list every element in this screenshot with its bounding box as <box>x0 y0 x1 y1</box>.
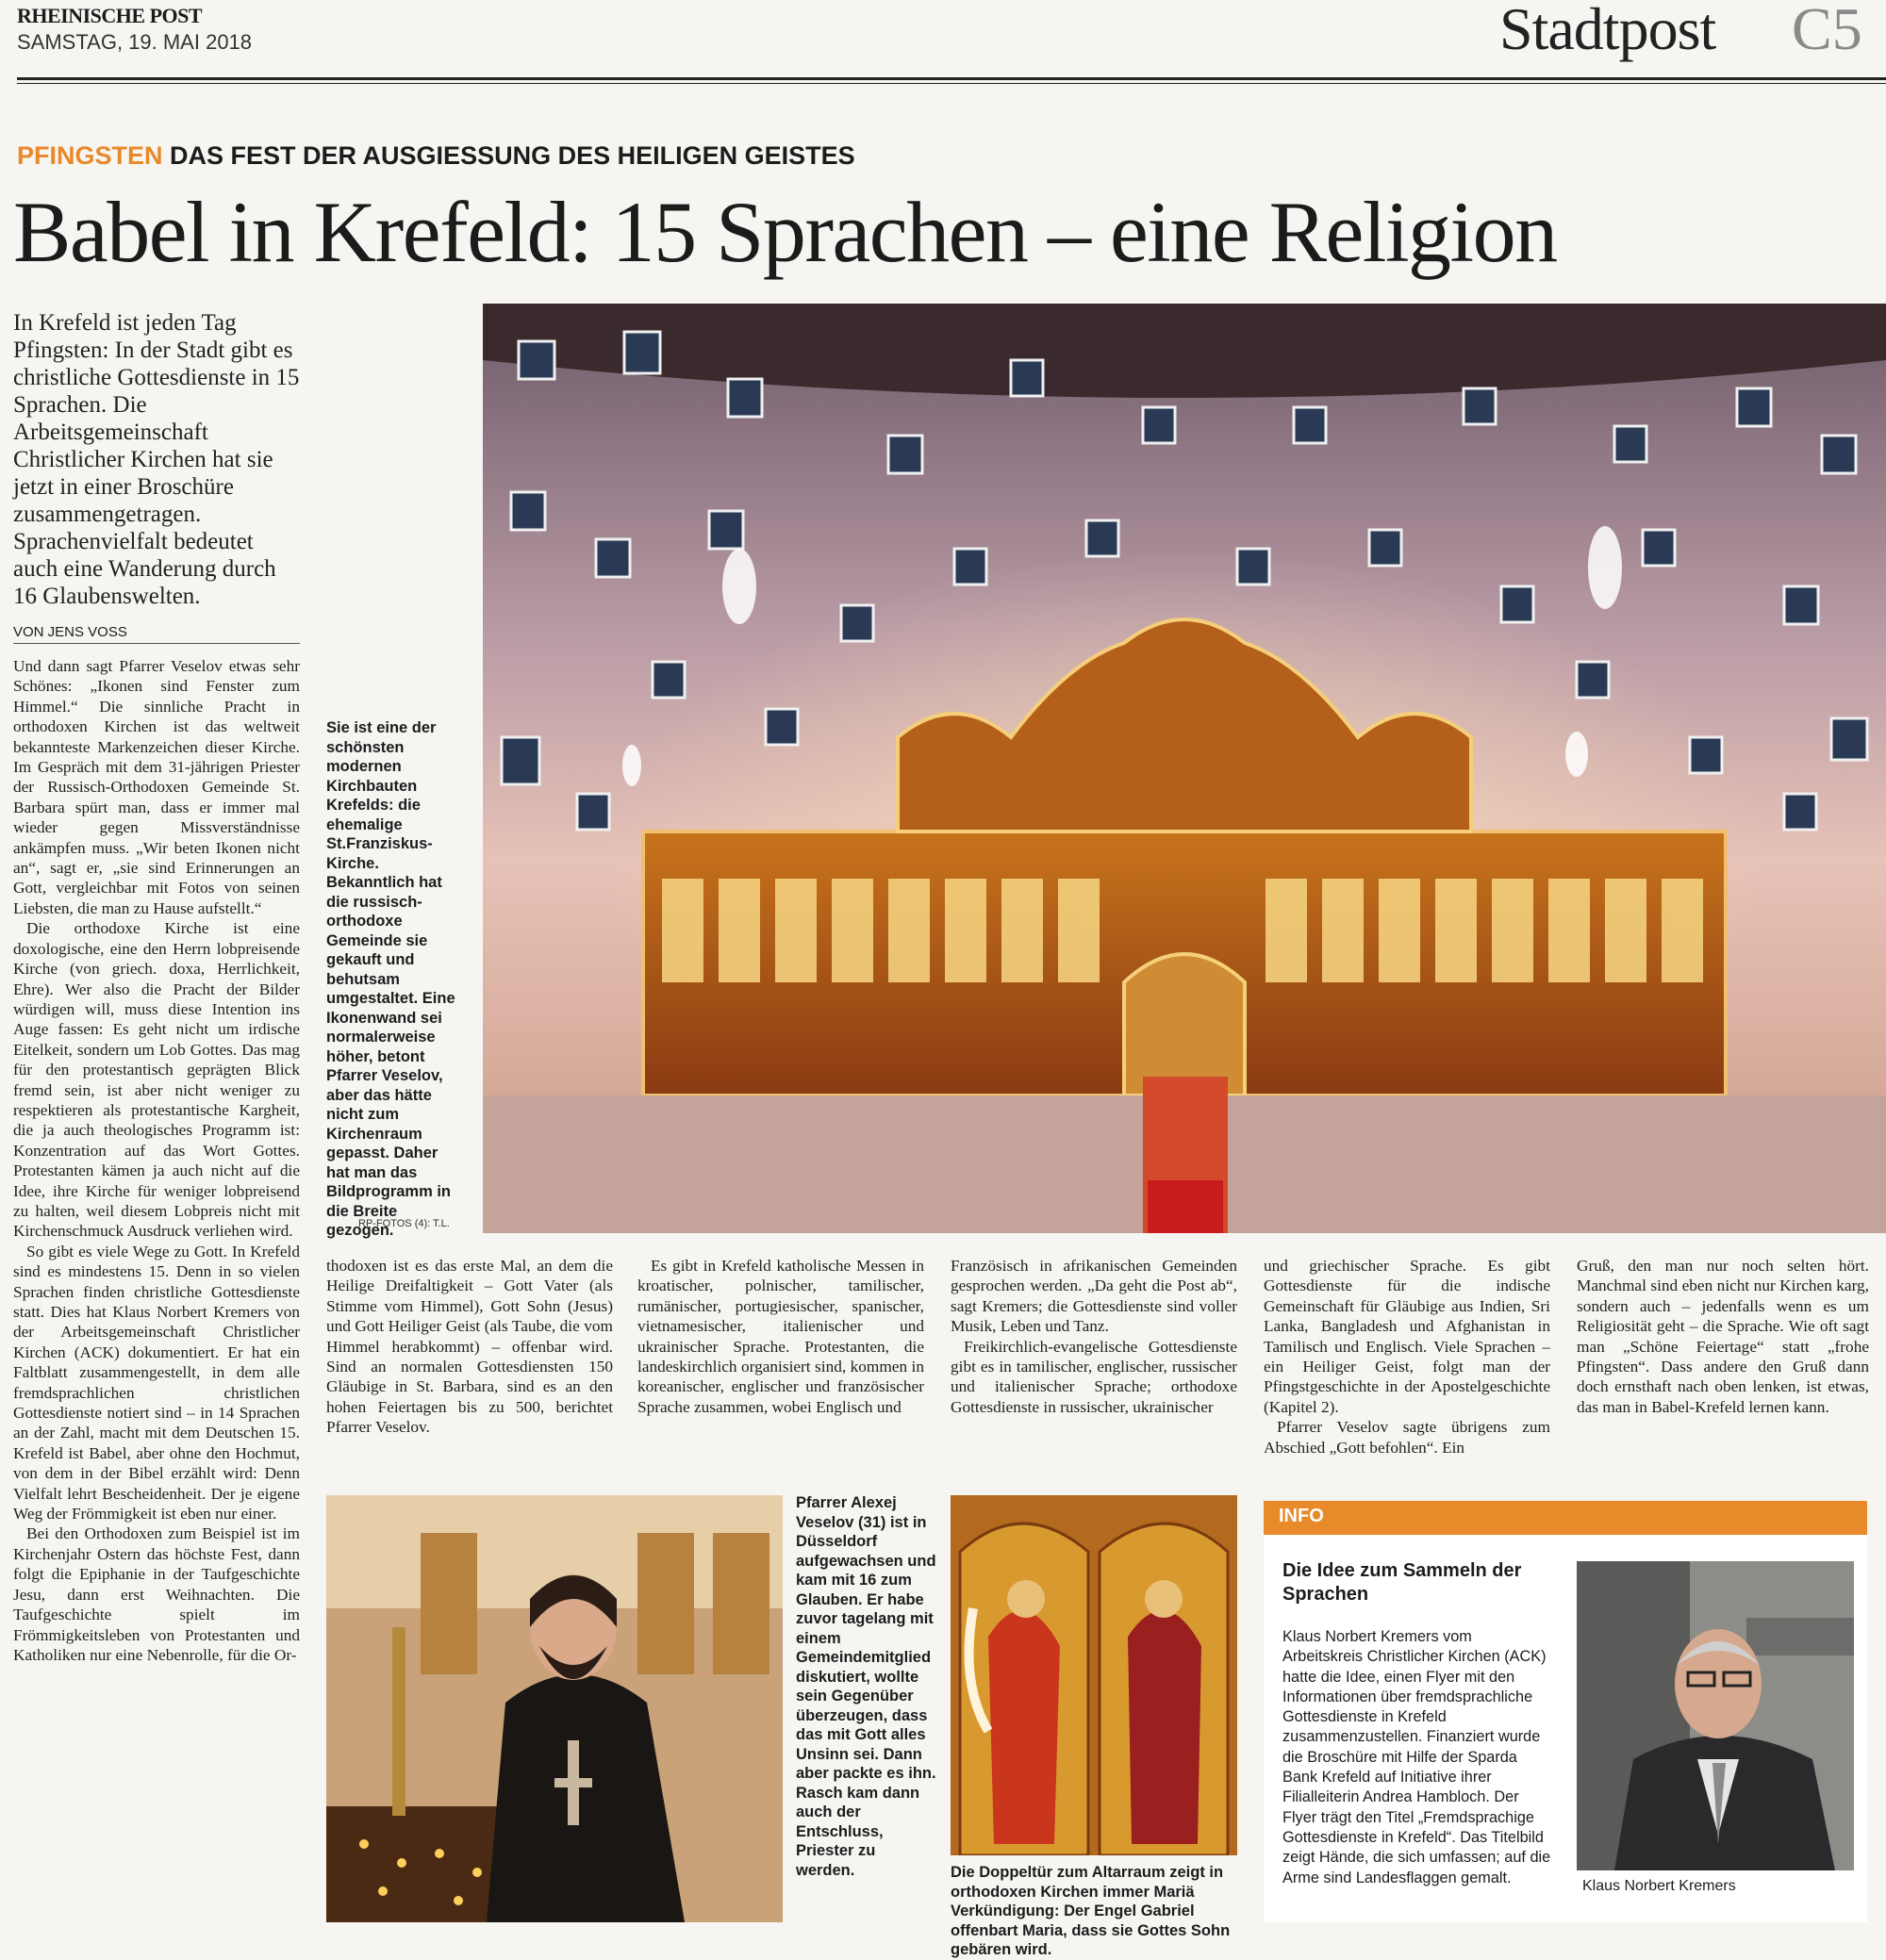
altar-doors-caption: Die Doppeltür zum Altarraum zeigt in orthodoxen Kirchen immer Mariä Verkündigung: Der Engel Gabriel offenbart Maria, dass sie Gottes Sohn gebären wird. <box>951 1864 1231 1958</box>
photo-credit: RP-FOTOS (4): T.L. <box>358 1218 450 1229</box>
kicker-text: DAS FEST DER AUSGIESSUNG DES HEILIGEN GEISTES <box>170 141 855 170</box>
info-title: Die Idee zum Sammeln der Sprachen <box>1282 1560 1522 1605</box>
body-column-6 <box>1577 1256 1869 1417</box>
headline: Babel in Krefeld: 15 Sprachen – eine Religion <box>13 184 1557 280</box>
priest-photo-caption: Pfarrer Alexej Veselov (31) ist in Düsseldorf aufgewachsen und kam mit 16 zum Glauben. Er habe zuvor tagelang mit einem Gemeindemitglied diskutiert, wollte sein Gegenüber überzeugen, dass das mit Gott alles Unsinn sei. Dann aber packte es ihn. Rasch kam dann auch der Entschluss, Priester zu werden. <box>796 1494 936 1879</box>
lead-paragraph: In Krefeld ist jeden Tag Pfingsten: In der Stadt gibt es christliche Gottesdienste in 15 Sprachen. Die Arbeitsgemeinschaft Christlicher Kirchen hat sie jetzt in einer Broschüre zusammengetragen. Sprachenvielfalt bedeutet auch eine Wanderung durch 16 Glaubenswelten. <box>13 310 300 609</box>
info-tag <box>1264 1501 1867 1535</box>
kremers-caption: Klaus Norbert Kremers <box>1582 1878 1736 1894</box>
paragraph: Französisch in afrikanischen Gemeinden gesprochen werden. „Da geht die Post ab“, sagt Kremers; die Gottesdienste sind voller Musik, Leben und Tanz. <box>951 1257 1237 1336</box>
paragraph: Gruß, den man nur noch selten hört. Manchmal sind eben nicht nur Kirchen karg, sondern auch – jedenfalls wenn es um Religiosität geht – die Sprache. Wie oft sagt man „Schöne Feiertage“ statt „frohe Pfingsten“. Dass andere den Gruß dann doch ernsthaft nach oben lenken, ist etwas, das man in Babel-Krefeld lernen kann. <box>1577 1257 1869 1416</box>
body-column-1 <box>13 656 300 1665</box>
paragraph: Und dann sagt Pfarrer Veselov etwas sehr Schönes: „Ikonen sind Fenster zum Himmel.“ Die sinnliche Pracht in orthodoxen Kirchen ist das weltweit bekannteste Markenzeichen dieser Kirche. Im Gespräch mit dem 31-jährigen Priester der Russisch-Orthodoxen Gemeinde St. Barbara spürt man, dass er immer mal wieder gegen Missverständnisse ankämpfen muss. „Wir beten Ikonen nicht an“, sagt er, „sie sind Erinnerungen an Gott, vergleichbar mit Fotos von seinen Liebsten, die man zu Hause aufstellt.“ <box>13 657 300 917</box>
byline: VON JENS VOSS <box>13 624 300 644</box>
info-body: Klaus Norbert Kremers vom Arbeitskreis Christlicher Kirchen (ACK) hatte die Idee, einen Flyer mit den Informationen über fremdsprachliche Gottesdienste in Krefeld zusammenzustellen. Finanziert wurde die Broschüre mit Hilfe der Sparda Bank Krefeld auf Initiative ihrer Filialleiterin Andrea Hambloch. Der Flyer trägt den Titel „Fremdsprachige Gottesdienste in Krefeld“. Das Titelbild zeigt Hände, die sich umfassen; auf die Arme sind Landesflaggen gemalt. <box>1282 1628 1551 1886</box>
kicker-highlight: PFINGSTEN <box>17 141 163 170</box>
paragraph: Bei den Orthodoxen zum Beispiel ist im Kirchenjahr Ostern das höchste Fest, dann folgt die Epiphanie in der Taufgeschichte Jesu, dann erst Weihnachten. Die Taufgeschichte spielt im Frömmigkeitsleben von Protestanten und Katholiken nur eine Nebenrolle, für die Or- <box>13 1524 300 1664</box>
paragraph: Die orthodoxe Kirche ist eine doxologische, eine den Herrn lobpreisende Kirche (von griech. doxa, Herrlichkeit, Ehre). Wer also die Pracht der Bilder würdigen will, muss diese Intention ins Auge fassen: Es geht nicht um irdische Eitelkeit, sondern um Lob Gottes. Das mag für den protestantisch geprägten Blick fremd sein, ist aber nicht weniger zu respektieren als protestantische Kargheit, die ja auch theologisches Programm ist: Konzentration auf das Wort Gottes. Protestanten kämen ja auch nicht auf die Idee, ihre Kirche für weniger lobpreisend zu halten, weil diesem Lobpreis nicht mit Kirchenschmuck Ausdruck verliehen wird. <box>13 919 300 1241</box>
info-tag-label: INFO <box>1279 1506 1324 1526</box>
page-number: C5 <box>1792 0 1862 62</box>
priest-photo <box>326 1495 783 1922</box>
paragraph: So gibt es viele Wege zu Gott. In Krefeld sind es mindestens 15. Denn in so vielen Sprachen finden christliche Gottesdienste statt. Dies hat Klaus Norbert Kremers von der Arbeitsgemeinschaft Christlicher Kirchen (ACK) dokumentiert. Er hat ein Faltblatt zusammengestellt, in dem alle fremdsprachlichen christlichen Gottesdienste notiert sind – in 14 Sprachen an der Zahl, macht mit dem Deutschen 15. Krefeld ist Babel, aber ohne den Hochmut, von dem in der Bibel erzählt wird: Denn Vielfalt lehrt Bescheidenheit. Der je eigene Weg der Frömmigkeit ist eben nur einer. <box>13 1242 300 1524</box>
church-interior-photo <box>483 304 1886 1233</box>
header-rule-thin <box>17 83 1886 84</box>
altar-doors-photo <box>951 1495 1237 1855</box>
paragraph: Pfarrer Veselov sagte übrigens zum Abschied „Gott befohlen“. Ein <box>1264 1418 1550 1457</box>
issue-date: SAMSTAG, 19. MAI 2018 <box>17 30 253 54</box>
paragraph: Es gibt in Krefeld katholische Messen in kroatischer, polnischer, tamilischer, rumänischer, portugiesischer, spanischer, vietnamesischer, italienischer und ukrainischer Sprache. Protestanten, die landeskirchlich organisiert sind, kommen in koreanischer, englischer und französischer Sprache zusammen, wobei Englisch und <box>637 1257 924 1416</box>
body-column-2 <box>326 1256 613 1438</box>
body-column-4 <box>951 1256 1237 1417</box>
header-rule <box>17 77 1886 80</box>
kicker <box>17 141 855 171</box>
main-photo-caption: Sie ist eine der schönsten modernen Kirchbauten Krefelds: die ehemalige St.Franziskus-Kirche. Bekanntlich hat die russisch-orthodoxe Gemeinde sie gekauft und behutsam umgestaltet. Eine Ikonenwand sei normalerweise höher, betont Pfarrer Veselov, aber das hätte nicht zum Kirchenraum gepasst. Daher hat man das Bildprogramm in die Breite gezogen. <box>326 719 455 1239</box>
kremers-photo <box>1577 1561 1854 1870</box>
section-name: Stadtpost <box>1499 0 1716 62</box>
newspaper-name: RHEINISCHE POST <box>17 4 203 27</box>
body-column-5 <box>1264 1256 1550 1458</box>
paragraph: und griechischer Sprache. Es gibt Gottesdienste für die indische Gemeinschaft für Gläubige aus Indien, Sri Lanka, Bangladesh und Afghanistan in Tamilisch und Englisch. Viele Sprachen – ein Heiliger Geist, folgt man der Pfingstgeschichte in der Apostelgeschichte (Kapitel 2). <box>1264 1257 1550 1416</box>
body-column-3 <box>637 1256 924 1417</box>
paragraph: Freikirchlich-evangelische Gottesdienste gibt es in tamilischer, englischer, russischer und italienischer Sprache; orthodoxe Gottesdienste in russischer, ukrainischer <box>951 1337 1237 1416</box>
paragraph: thodoxen ist es das erste Mal, an dem die Heilige Dreifaltigkeit – Gott Vater (als Stimme vom Himmel), Gott Sohn (Jesus) und Gott Heiliger Geist (als Taube, die vom Himmel herabkommt) – offenbar wird. Sind an normalen Gottesdiensten 150 Gläubige in St. Barbara, sind es an den hohen Feiertagen bis zu 500, berichtet Pfarrer Veselov. <box>326 1257 613 1437</box>
